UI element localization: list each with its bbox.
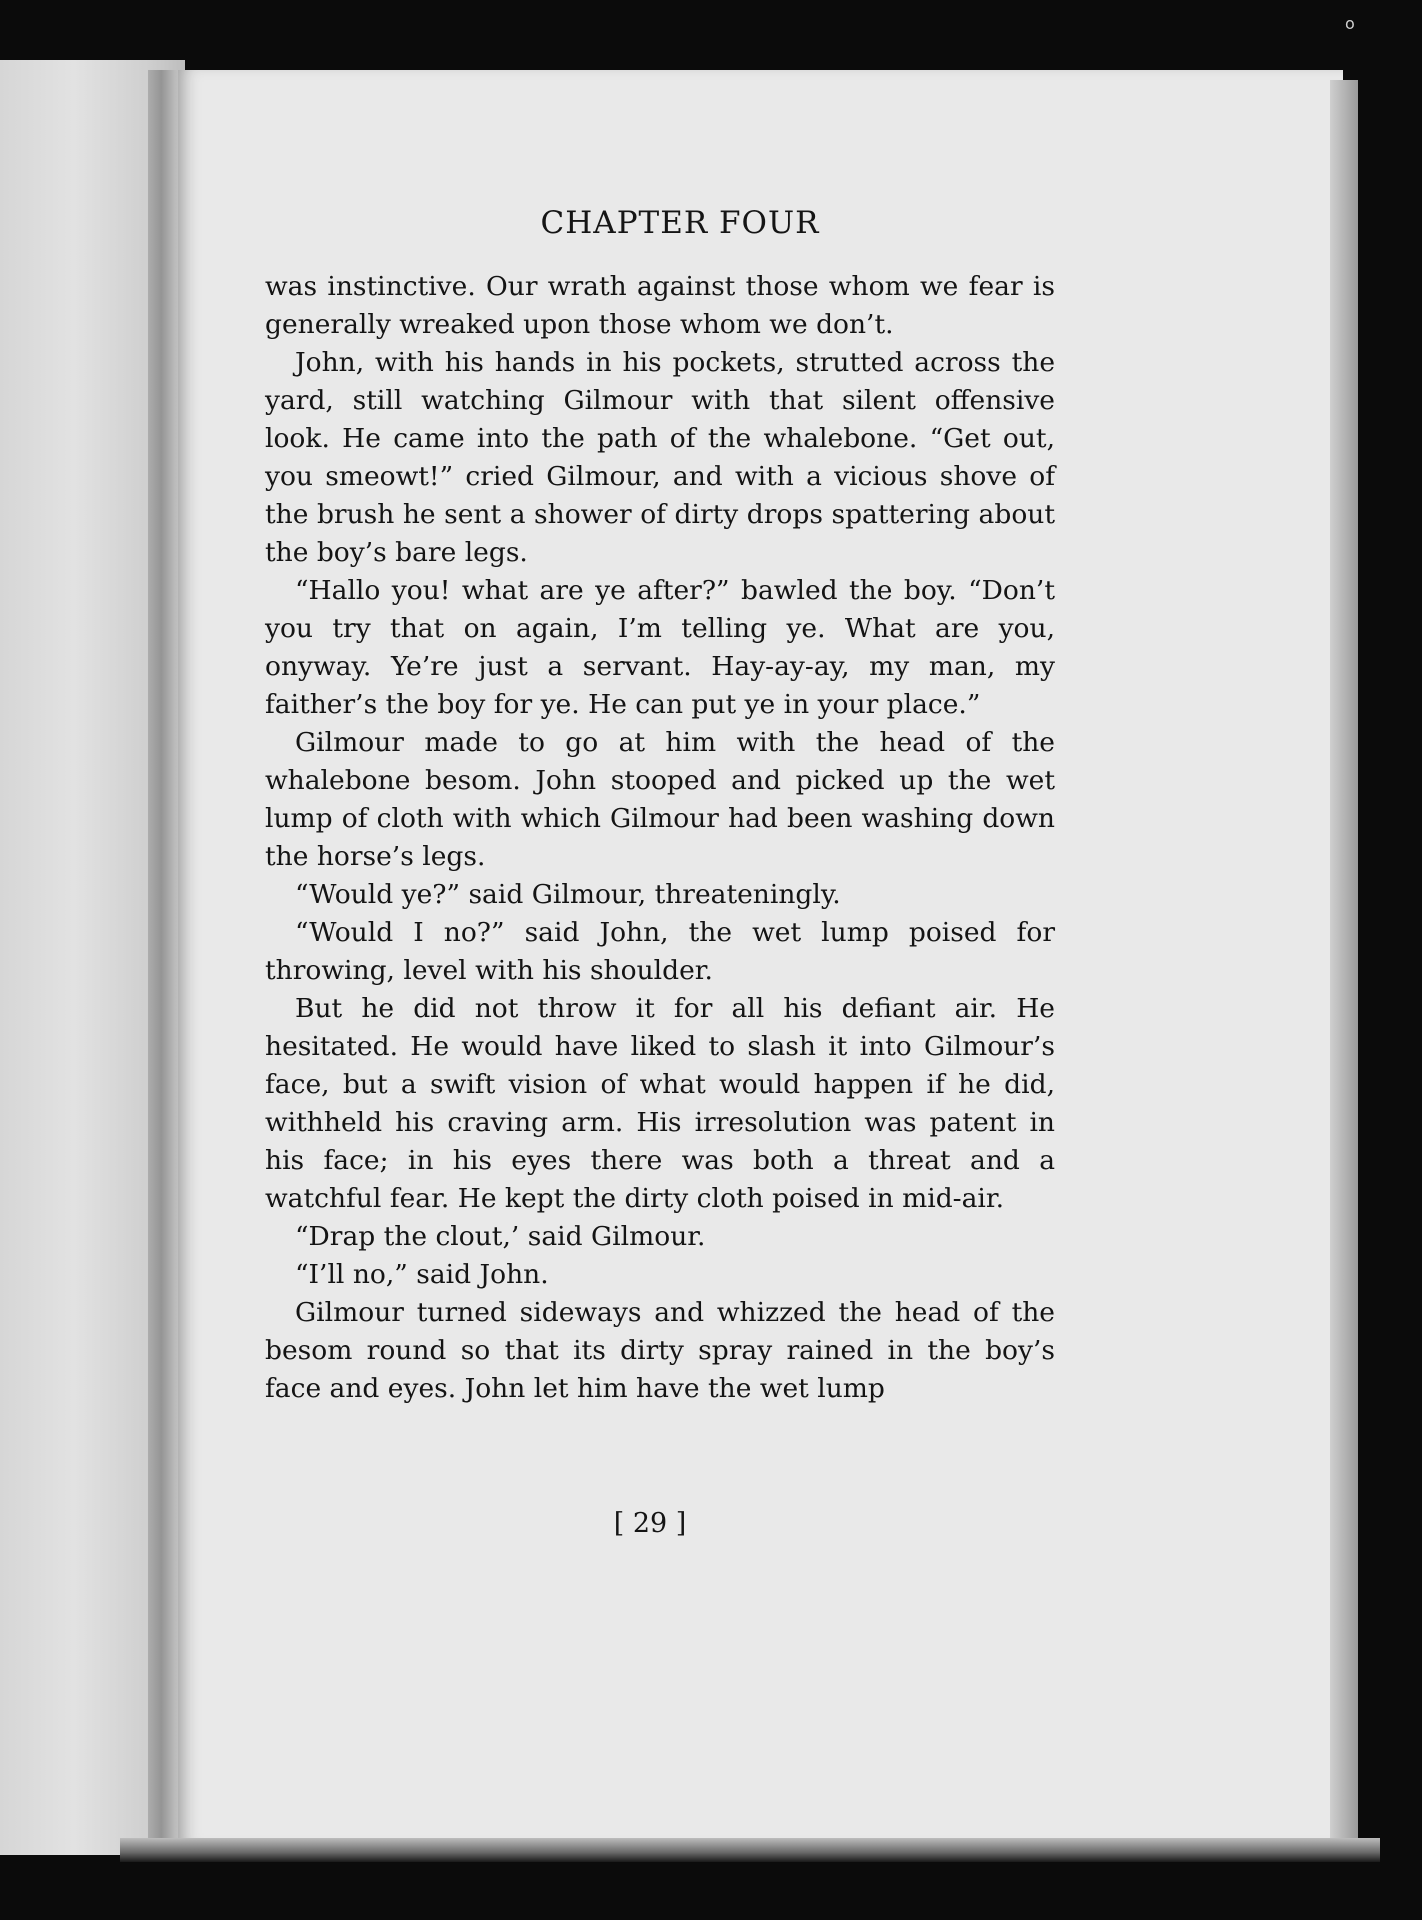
paragraph: “I’ll no,” said John.	[295, 1259, 549, 1290]
bottom-page-edge	[120, 1838, 1380, 1862]
paragraph: Gilmour turned sideways and whizzed the head of the besom round so that its dirty spray rained in the boy’s face and eyes. John let him have the wet lump	[265, 1297, 1055, 1404]
running-head: CHAPTER FOUR	[540, 205, 820, 241]
paragraph: “Would ye?” said Gilmour, threateningly.	[295, 879, 841, 910]
paragraph: “Would I no?” said John, the wet lump poised for throwing, level with his shoulder.	[265, 917, 1055, 986]
body-text	[265, 268, 1055, 1408]
paragraph: John, with his hands in his pockets, strutted across the yard, still watching Gilmour with that silent offensive look. He came into the path of the whalebone. “Get out, you smeowt!” cried Gilmour, and with a vicious shove of the brush he sent a shower of dirty drops spattering about the boy’s bare legs.	[265, 347, 1055, 568]
paragraph: Gilmour made to go at him with the head of the whalebone besom. John stooped and picked up the wet lump of cloth with which Gilmour had been washing down the horse’s legs.	[265, 727, 1055, 872]
paragraph: “Hallo you! what are ye after?” bawled the boy. “Don’t you try that on again, I’m telling ye. What are you, onyway. Ye’re just a servant. Hay-ay-ay, my man, my faither’s the boy for ye. He can put ye in your place.”	[265, 575, 1055, 720]
corner-mark: o	[1345, 14, 1355, 33]
right-page-edge	[1330, 80, 1358, 1840]
paragraph: was instinctive. Our wrath against those whom we fear is generally wreaked upon those whom we don’t.	[265, 271, 1055, 340]
page-number: [ 29 ]	[613, 1508, 687, 1539]
paragraph: “Drap the clout,’ said Gilmour.	[295, 1221, 706, 1252]
paragraph: But he did not throw it for all his defiant air. He hesitated. He would have liked to slash it into Gilmour’s face, but a swift vision of what would happen if he did, withheld his craving arm. His irresolution was patent in his face; in his eyes there was both a threat and a watchful fear. He kept the dirty cloth poised in mid-air.	[265, 993, 1055, 1214]
